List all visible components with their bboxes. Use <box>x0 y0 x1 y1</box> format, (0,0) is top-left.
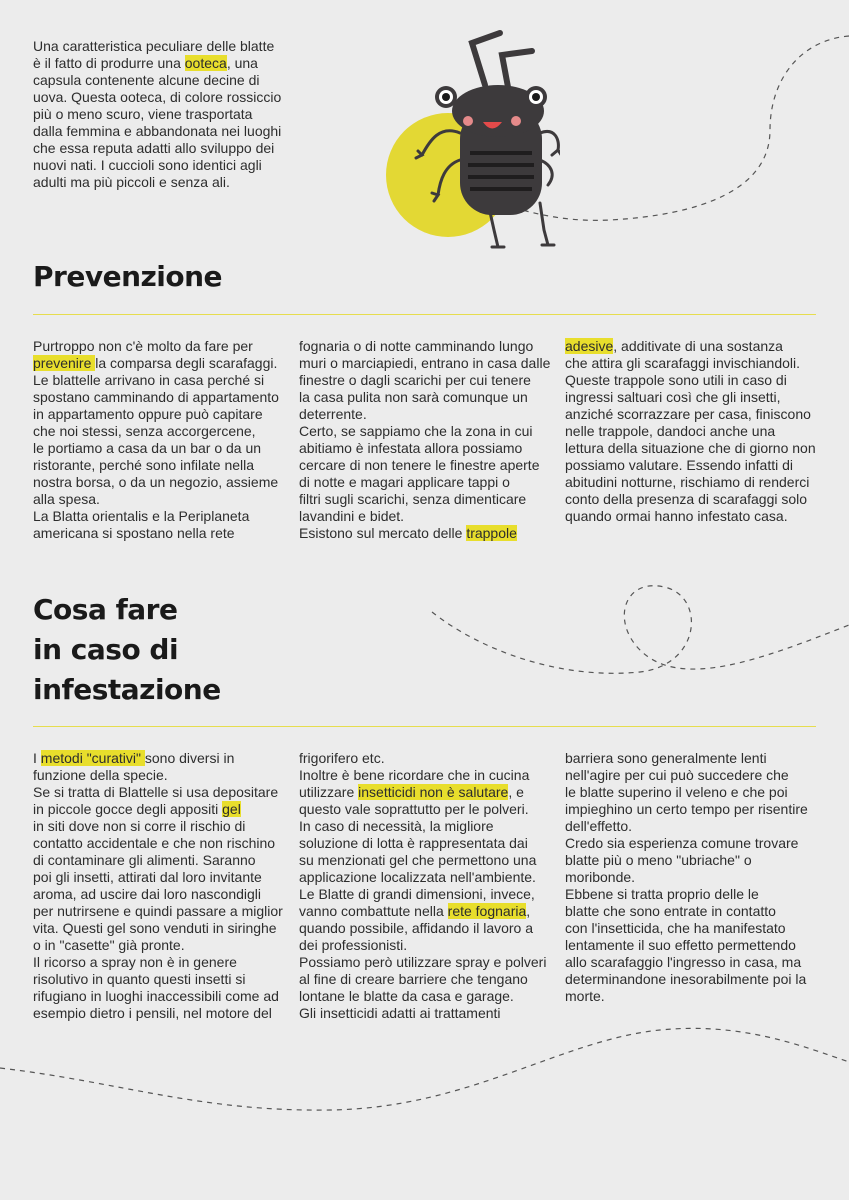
highlight-rete-fognaria: rete fognaria <box>447 903 527 919</box>
cockroach-cartoon-icon <box>380 25 560 265</box>
highlight-prevenire: prevenire <box>33 355 96 371</box>
section-title-prevenzione: Prevenzione <box>33 260 223 293</box>
text: , quando possibile, affidando il lavoro a dei professionisti. Possiamo però utilizzare spray e polveri al fine di creare barriere che tengano lontane le blatte da casa e garage. Gli insetticidi adatti ai trattamenti <box>299 903 547 1021</box>
infestazione-column-1 <box>33 750 285 1022</box>
text: frigorifero etc. Inoltre è bene ricordare che in cucina utilizzare <box>299 750 530 800</box>
text: , e questo vale soprattutto per le polveri. In caso di necessità, la migliore soluzione di lotta è rappresentata dai su menzionati gel che permettono una applicazione localizzata nell'ambiente. Le Blatte di grandi dimensioni, invece, vanno combattute nella <box>299 784 537 919</box>
intro-paragraph <box>33 38 293 191</box>
highlight-trappole: trappole <box>466 525 517 541</box>
text: sono diversi in funzione della specie. Se si tratta di Blattelle si usa depositare in piccole gocce degli appositi <box>33 750 279 817</box>
highlight-adesive: adesive <box>565 338 614 354</box>
prevenzione-column-2 <box>299 338 551 542</box>
prevenzione-column-1 <box>33 338 285 542</box>
text: I <box>33 750 41 766</box>
highlight-gel: gel <box>222 801 241 817</box>
section-title-infestazione: Cosa fare in caso di infestazione <box>33 593 221 706</box>
text: , additivate di una sostanza che attira gli scarafaggi invischiandoli. Queste trappole sono utili in caso di ingressi saltuari così che gli insetti, anziché scorrazzare per casa, finiscono nelle trappole, dandoci anche una lettura della situazione che di giorno non possiamo valutare. Essendo infatti di abitudini notturne, rischiamo di renderci conto della presenza di scarafaggi solo quando ormai hanno infestato casa. <box>565 338 816 524</box>
section-divider <box>33 314 816 315</box>
text: in siti dove non si corre il rischio di contatto accidentale e che non rischino di contaminare gli alimenti. Saranno poi gli insetti, attirati dal loro invitante aroma, ad uscire dai loro nascondigli per nutrirsene e quindi passare a miglior vita. Questi gel sono venduti in siringhe o in "casette" già pronte. Il ricorso a spray non è in genere risolutivo in quanto questi insetti si rifugiano in luoghi inaccessibili come ad esempio dietro i pensili, nel motore del <box>33 818 283 1021</box>
text: la comparsa degli scarafaggi. Le blattelle arrivano in casa perché si spostano camminando di appartamento in appartamento oppure può capitare che noi stessi, senza accorgercene, le portiamo a casa da un bar o da un ristorante, perché sono infilate nella nostra borsa, o da un negozio, assieme alla spesa. La Blatta orientalis e la Periplaneta americana si spostano nella rete <box>33 355 279 541</box>
infestazione-column-2 <box>299 750 551 1022</box>
highlight-ooteca: ooteca <box>184 55 227 71</box>
highlight-metodi-curativi: metodi "curativi" <box>40 750 145 766</box>
intro-text-end: , una capsula contenente alcune decine di uova. Questa ooteca, di colore rossiccio più o meno scuro, viene trasportata dalla femmina e abbandonata nei luoghi che essa reputa adatti allo sviluppo dei nuovi nati. I cuccioli sono identici agli adulti ma più piccoli e senza ali. <box>33 55 282 190</box>
text: Purtroppo non c'è molto da fare per <box>33 338 253 354</box>
intro-text-start: Una caratteristica peculiare delle blatte è il fatto di produrre una <box>33 38 275 71</box>
highlight-insetticidi: insetticidi non è salutare <box>358 784 509 800</box>
infestazione-column-3 <box>565 750 817 1005</box>
text: barriera sono generalmente lenti nell'agire per cui può succedere che le blatte superino il veleno e che poi impieghino un certo tempo per risentire dell'effetto. Credo sia esperienza comune trovare blatte più o meno "ubriache" o moribonde. Ebbene si tratta proprio delle le blatte che sono entrate in contatto con l'insetticida, che ha manifestato lentamente il suo effetto permettendo allo scarafaggio l'ingresso in casa, ma determinandone inesorabilmente poi la morte. <box>565 750 808 1004</box>
prevenzione-column-3 <box>565 338 817 525</box>
text: fognaria o di notte camminando lungo muri o marciapiedi, entrano in casa dalle finestre o dagli scarichi per cui tenere la casa pulita non sarà comunque un deterrente. Certo, se sappiamo che la zona in cui abitiamo è infestata allora possiamo cercare di non tenere le finestre aperte di notte e magari applicare tappi o filtri sugli scarichi, senza dimenticare lavandini e bidet. Esistono sul mercato delle <box>299 338 551 541</box>
section-divider <box>33 726 816 727</box>
